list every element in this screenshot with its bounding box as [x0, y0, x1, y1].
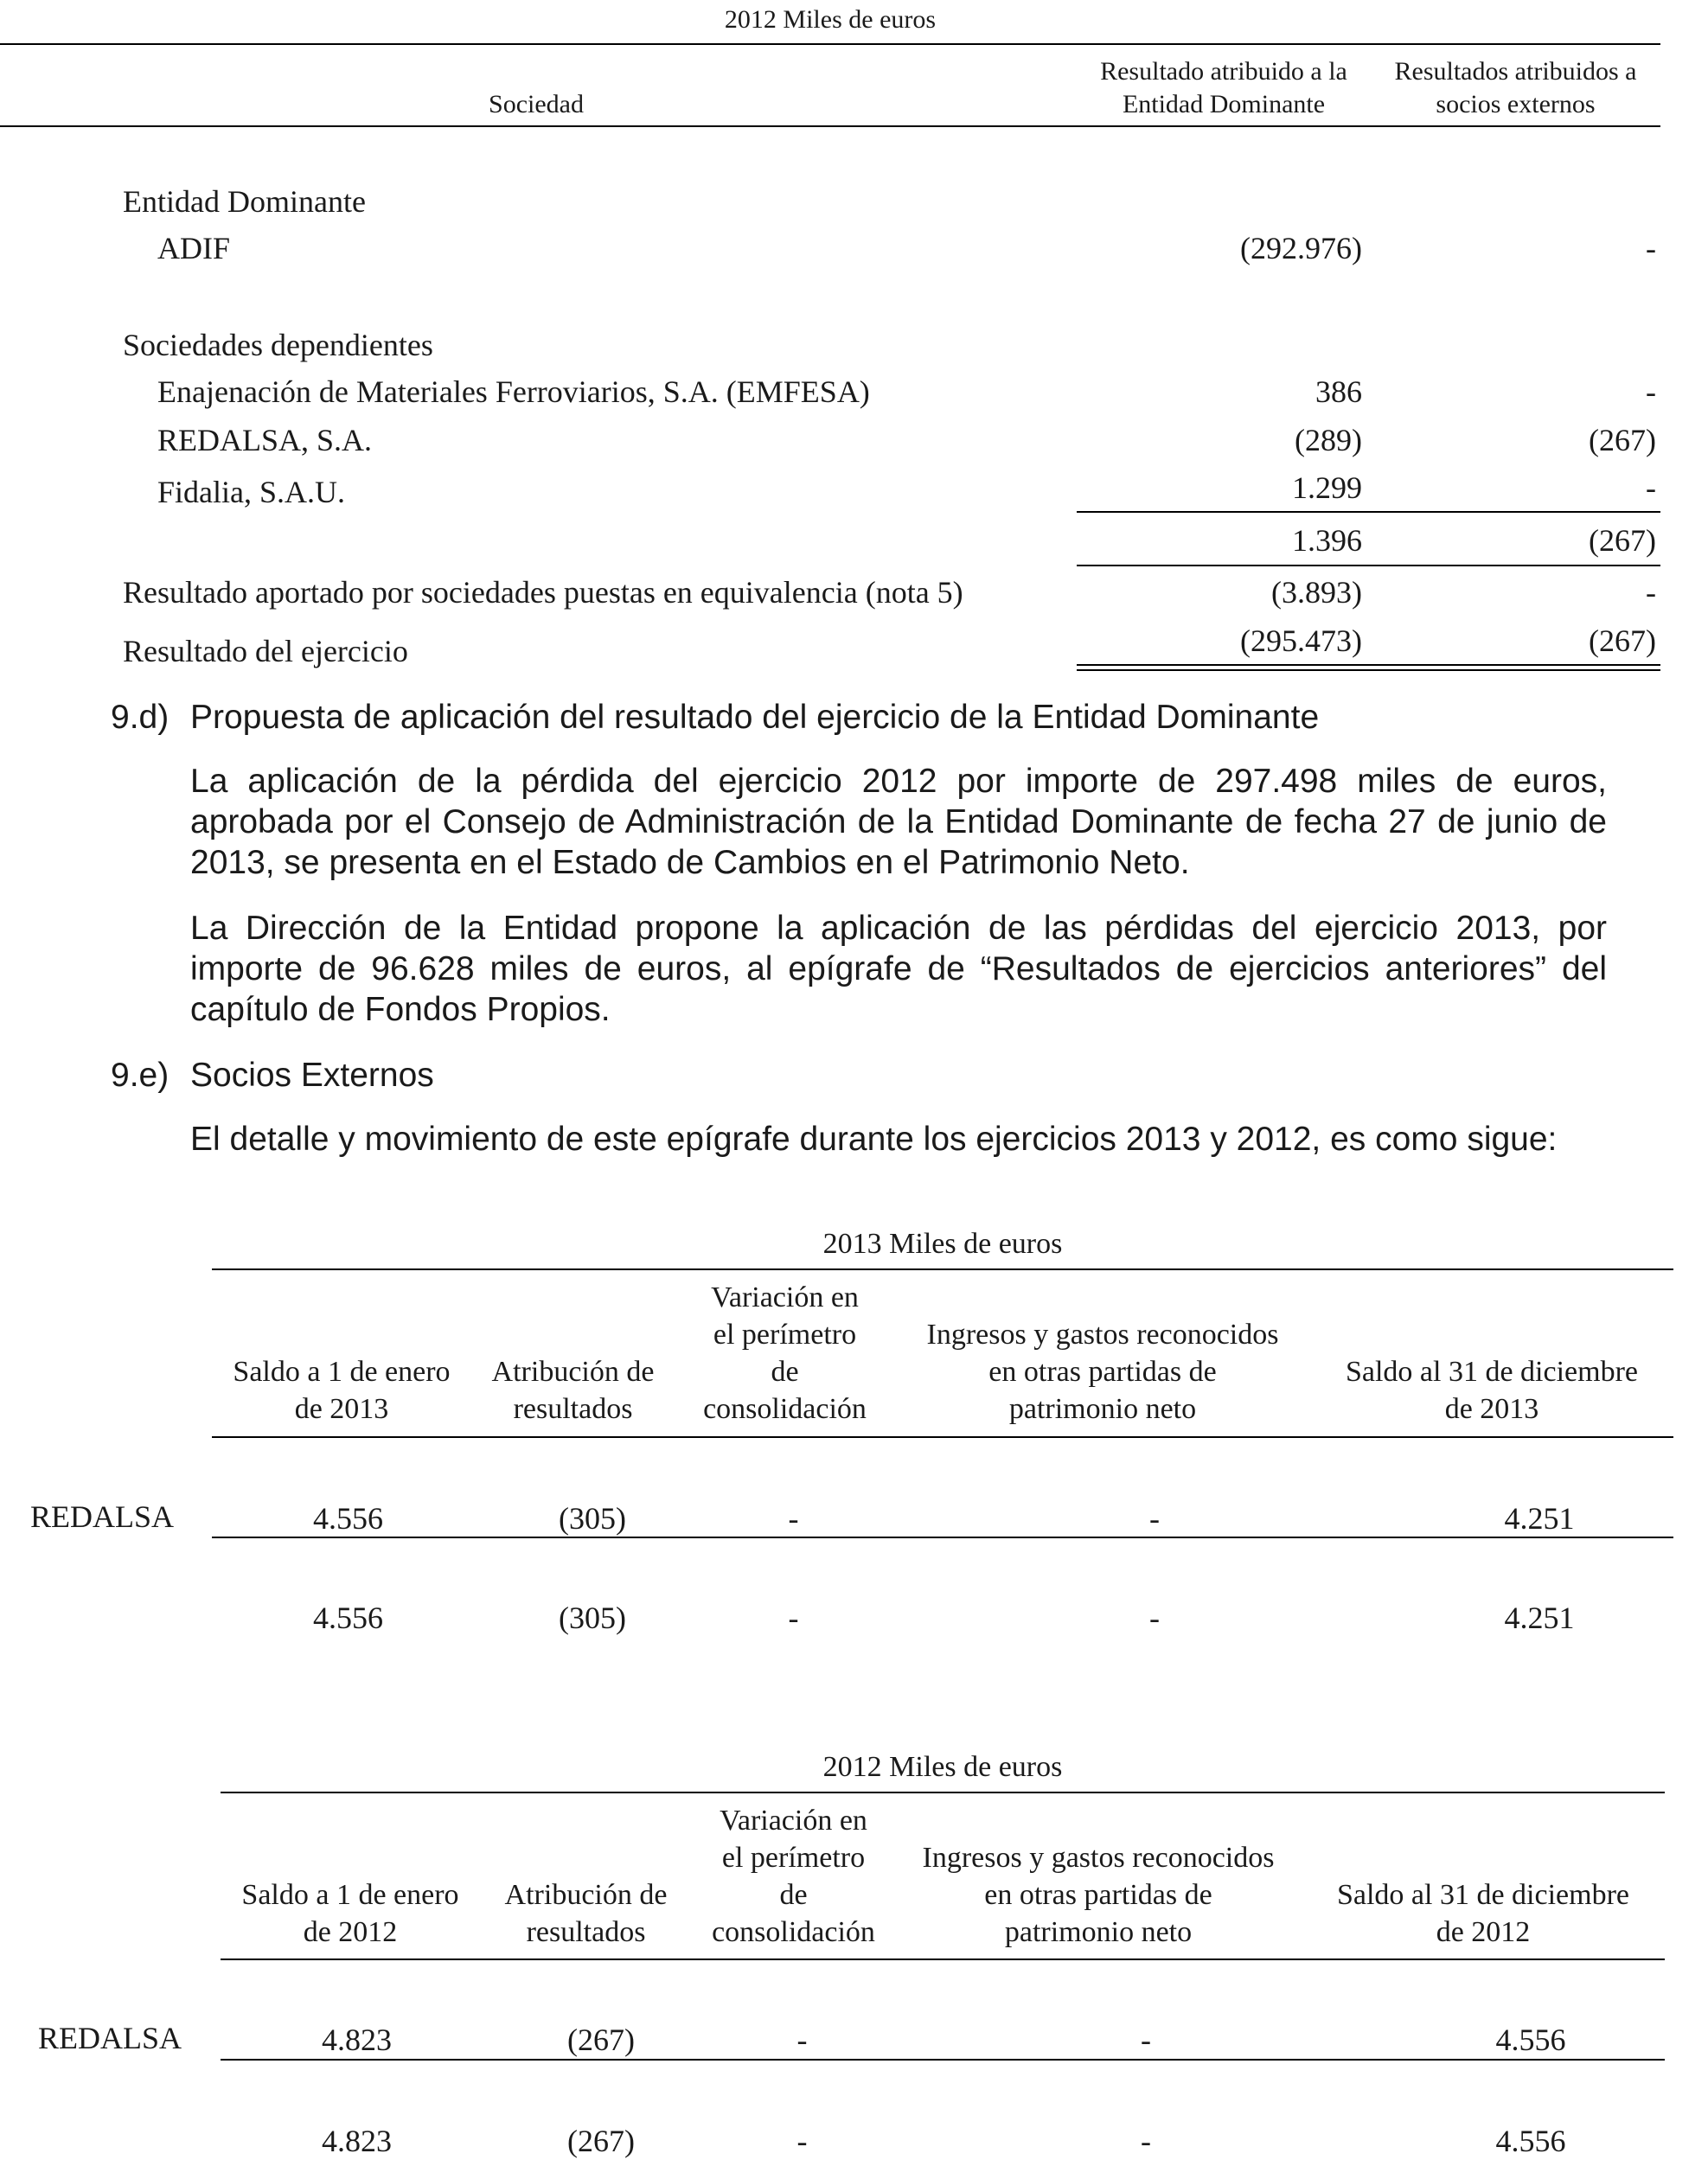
row-label: Resultado aportado por sociedades puestas en equivalencia (nota 5): [123, 575, 963, 610]
cell-subtotal-dominante: 1.396: [1292, 523, 1362, 558]
cell-variacion: -: [788, 1501, 799, 1536]
header-ingresos: [895, 1316, 1310, 1428]
header-line: consolidación: [712, 1916, 875, 1948]
subtotal-rule: [1077, 511, 1660, 513]
cell-externos: -: [1646, 575, 1656, 610]
cell-saldo-inicio: 4.556: [313, 1501, 383, 1536]
cell-total-variacion: -: [796, 2124, 808, 2158]
header-line: Resultado atribuido a la: [1100, 57, 1347, 86]
cell-dominante: 1.299: [1292, 470, 1362, 505]
row-label: Fidalia, S.A.U.: [157, 475, 346, 509]
header-line: de 2013: [294, 1393, 389, 1425]
header-line: Variación en: [711, 1281, 859, 1313]
header-atribucion: [471, 1353, 675, 1428]
header-line: el perímetro: [721, 1842, 866, 1874]
cell-total-saldo-fin: 4.251: [1504, 1601, 1575, 1635]
header-line: Atribución de: [491, 1356, 655, 1388]
cell-ingresos: -: [1141, 2022, 1151, 2057]
cell-ingresos: -: [1149, 1501, 1160, 1536]
cell-dominante: (3.893): [1271, 575, 1362, 610]
total-double-rule: [1077, 664, 1660, 666]
section-title: Socios Externos: [190, 1057, 434, 1094]
header-ingresos: [895, 1839, 1302, 1951]
header-saldo-inicio: [221, 1876, 480, 1951]
header-line: de 2012: [303, 1916, 398, 1948]
cell-dominante: (292.976): [1240, 231, 1362, 265]
header-line: Entidad Dominante: [1122, 90, 1326, 118]
cell-externos: -: [1646, 374, 1656, 409]
table-caption: 2012 Miles de euros: [822, 1751, 1063, 1783]
header-dominante: [1077, 55, 1371, 121]
header-variacion: [683, 1802, 904, 1951]
header-variacion: [675, 1279, 895, 1428]
subtotal-rule: [1077, 565, 1660, 566]
total-double-rule: [1077, 669, 1660, 671]
header-line: patrimonio neto: [1008, 1393, 1197, 1425]
header-line: socios externos: [1436, 90, 1596, 118]
header-line: Saldo a 1 de enero: [233, 1356, 451, 1388]
cell-total-atribucion: (267): [567, 2124, 635, 2158]
cell-externos: (267): [1589, 423, 1656, 457]
cell-atribucion: (305): [559, 1501, 626, 1536]
header-line: de: [771, 1356, 799, 1388]
table-rule: [221, 2059, 1665, 2061]
cell-total-ingresos: -: [1141, 2124, 1151, 2158]
cell-total-saldo-inicio: 4.556: [313, 1601, 383, 1635]
table-rule: [212, 1537, 1673, 1538]
header-line: Atribución de: [504, 1879, 668, 1911]
header-line: Saldo al 31 de diciembre: [1336, 1879, 1629, 1911]
header-sociedad: Sociedad: [489, 90, 584, 118]
table-rule: [0, 43, 1660, 45]
table-rule: [221, 1792, 1665, 1793]
header-atribucion: [480, 1876, 692, 1951]
header-line: en otras partidas de: [984, 1879, 1212, 1911]
cell-saldo-fin: 4.251: [1504, 1501, 1575, 1536]
cell-total-saldo-fin: 4.556: [1495, 2124, 1566, 2158]
table-rule: [221, 1959, 1665, 1960]
header-line: Saldo al 31 de diciembre: [1345, 1356, 1638, 1388]
row-label: REDALSA: [30, 1499, 175, 1534]
cell-dominante: (289): [1295, 423, 1362, 457]
header-saldo-inicio: [212, 1353, 471, 1428]
row-label: Resultado del ejercicio: [123, 634, 408, 668]
header-line: de: [779, 1879, 808, 1911]
cell-externos: (267): [1589, 623, 1656, 658]
header-externos: [1371, 55, 1660, 121]
cell-saldo-inicio: 4.823: [322, 2022, 392, 2057]
row-label: ADIF: [157, 231, 231, 265]
header-line: Ingresos y gastos reconocidos: [922, 1842, 1275, 1874]
header-line: Variación en: [720, 1805, 867, 1837]
section-number: 9.d): [111, 699, 170, 736]
cell-externos: -: [1646, 470, 1656, 505]
paragraph: El detalle y movimiento de este epígrafe durante los ejercicios 2013 y 2012, es como sigue:: [190, 1121, 1558, 1158]
header-line: consolidación: [703, 1393, 867, 1425]
cell-dominante: 386: [1315, 374, 1362, 409]
table-caption: 2013 Miles de euros: [822, 1228, 1063, 1260]
header-line: Ingresos y gastos reconocidos: [926, 1319, 1279, 1351]
table-rule: [212, 1268, 1673, 1270]
row-label: REDALSA, S.A.: [157, 423, 373, 457]
cell-subtotal-externos: (267): [1589, 523, 1656, 558]
table-rule: [0, 125, 1660, 127]
cell-total-variacion: -: [788, 1601, 799, 1635]
group-label: Sociedades dependientes: [123, 328, 433, 362]
header-line: Resultados atribuidos a: [1394, 57, 1637, 86]
header-line: resultados: [526, 1916, 646, 1948]
cell-dominante: (295.473): [1240, 623, 1362, 658]
cell-externos: -: [1646, 231, 1656, 265]
table-rule: [212, 1436, 1673, 1438]
header-line: patrimonio neto: [1004, 1916, 1193, 1948]
header-line: de 2012: [1436, 1916, 1531, 1948]
cell-variacion: -: [796, 2022, 808, 2057]
header-saldo-fin: [1310, 1353, 1673, 1428]
header-line: el perímetro: [713, 1319, 857, 1351]
header-line: de 2013: [1444, 1393, 1539, 1425]
cell-atribucion: (267): [567, 2022, 635, 2057]
section-title: Propuesta de aplicación del resultado del ejercicio de la Entidad Dominante: [190, 699, 1320, 736]
cell-saldo-fin: 4.556: [1495, 2022, 1566, 2057]
paragraph: La aplicación de la pérdida del ejercicio 2012 por importe de 297.498 miles de euros, aprobada por el Consejo de Administración de la Entidad Dominante de fecha 27 de junio de 2013, se presenta en el Estado de Cambios en el Patrimonio Neto.: [190, 763, 1607, 881]
row-label: REDALSA: [38, 2021, 182, 2055]
table-caption: 2012 Miles de euros: [724, 5, 937, 34]
header-saldo-fin: [1302, 1876, 1665, 1951]
cell-total-saldo-inicio: 4.823: [322, 2124, 392, 2158]
group-label: Entidad Dominante: [123, 184, 366, 219]
section-number: 9.e): [111, 1057, 170, 1094]
row-label: Enajenación de Materiales Ferroviarios, S.A. (EMFESA): [157, 374, 870, 409]
header-line: Saldo a 1 de enero: [241, 1879, 459, 1911]
paragraph: La Dirección de la Entidad propone la aplicación de las pérdidas del ejercicio 2013, por importe de 96.628 miles de euros, al epígrafe de “Resultados de ejercicios anteriores” del capítulo de Fondos Propios.: [190, 910, 1607, 1028]
cell-total-ingresos: -: [1149, 1601, 1160, 1635]
header-line: en otras partidas de: [988, 1356, 1217, 1388]
cell-total-atribucion: (305): [559, 1601, 626, 1635]
header-line: resultados: [513, 1393, 633, 1425]
